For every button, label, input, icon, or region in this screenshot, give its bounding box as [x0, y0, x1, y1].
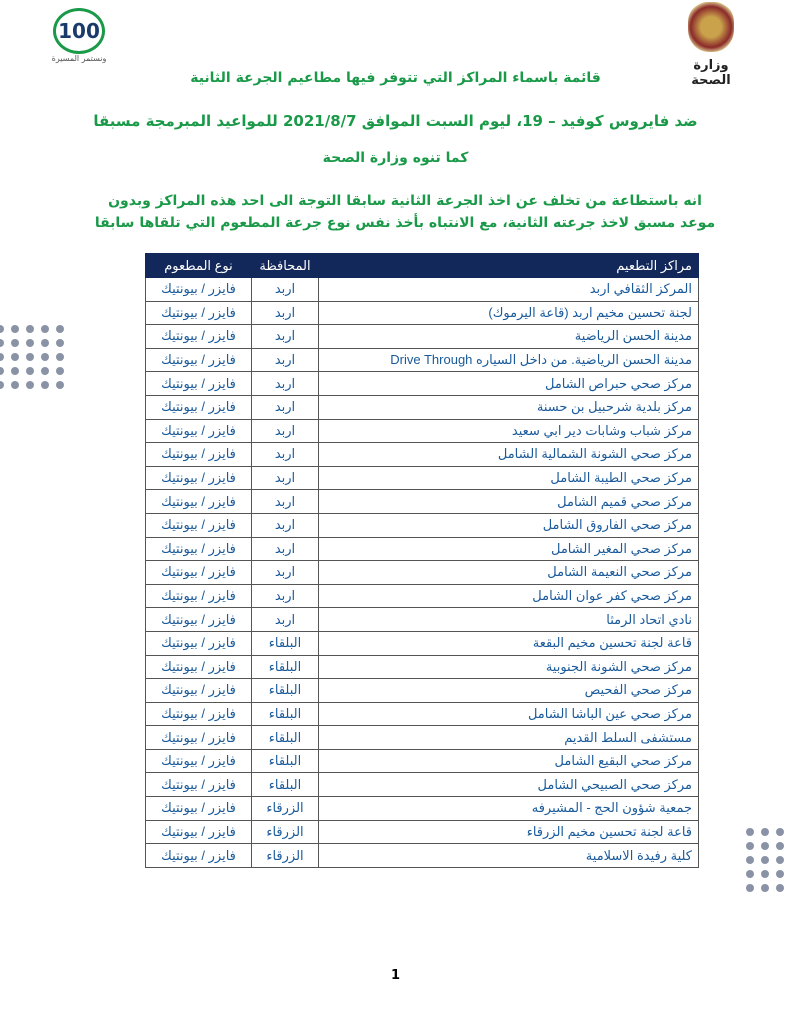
- cell-vaccine-type: فايزر / بيونتيك: [146, 466, 252, 490]
- table-row: [146, 372, 699, 396]
- table-row: [146, 443, 699, 467]
- cell-vaccine-type: فايزر / بيونتيك: [146, 702, 252, 726]
- dot-icon: [761, 884, 769, 892]
- header-center-name: مراكز التطعيم: [319, 254, 699, 278]
- cell-governorate: اربد: [252, 490, 319, 514]
- cell-governorate: الزرقاء: [252, 797, 319, 821]
- cell-center-name: مركز صحي حبراص الشامل: [319, 372, 699, 396]
- cell-vaccine-type: فايزر / بيونتيك: [146, 325, 252, 349]
- dot-icon: [56, 353, 64, 361]
- dot-icon: [746, 828, 754, 836]
- cell-governorate: البلقاء: [252, 631, 319, 655]
- dot-icon: [26, 339, 34, 347]
- table-row: [146, 561, 699, 585]
- dot-icon: [746, 856, 754, 864]
- dot-icon: [41, 353, 49, 361]
- cell-vaccine-type: فايزر / بيونتيك: [146, 608, 252, 632]
- table-row: [146, 301, 699, 325]
- cell-vaccine-type: فايزر / بيونتيك: [146, 631, 252, 655]
- dot-icon: [56, 381, 64, 389]
- title-line-2: ضد فايروس كوفيد – 19، ليوم السبت الموافق 2021/8/7 للمواعيد المبرمجة مسبقا: [93, 112, 698, 130]
- cell-governorate: اربد: [252, 584, 319, 608]
- cell-governorate: اربد: [252, 348, 319, 372]
- cell-center-name: مركز صحي الفحيص: [319, 679, 699, 703]
- table-row: [146, 797, 699, 821]
- table-row: [146, 419, 699, 443]
- cell-center-name: مستشفى السلط القديم: [319, 726, 699, 750]
- ministry-name: وزارة الصحة: [691, 58, 731, 88]
- cell-center-name: مركز صحي الشونة الجنوبية: [319, 655, 699, 679]
- table-header-row: [146, 254, 699, 278]
- cell-vaccine-type: فايزر / بيونتيك: [146, 348, 252, 372]
- dot-icon: [746, 884, 754, 892]
- table-row: [146, 348, 699, 372]
- dot-icon: [26, 381, 34, 389]
- dot-icon: [776, 828, 784, 836]
- dot-icon: [41, 325, 49, 333]
- decorative-dots-right: [746, 828, 791, 892]
- table-row: [146, 749, 699, 773]
- table-row: [146, 537, 699, 561]
- title-line-1: قائمة باسماء المراكز التي تتوفر فيها مطاعيم الجرعة الثانية: [190, 70, 601, 86]
- title-line-3: كما تنوه وزارة الصحة: [322, 150, 469, 166]
- dot-icon: [0, 367, 4, 375]
- table-row: [146, 726, 699, 750]
- dot-icon: [11, 325, 19, 333]
- cell-governorate: اربد: [252, 301, 319, 325]
- dot-icon: [0, 381, 4, 389]
- table-row: [146, 584, 699, 608]
- header-governorate: المحافظة: [252, 254, 319, 278]
- table-row: [146, 608, 699, 632]
- cell-governorate: البلقاء: [252, 749, 319, 773]
- cell-center-name: مدينة الحسن الرياضية: [319, 325, 699, 349]
- cell-center-name: مدينة الحسن الرياضية. من داخل السياره Drive Through: [319, 348, 699, 372]
- cell-vaccine-type: فايزر / بيونتيك: [146, 372, 252, 396]
- table-row: [146, 513, 699, 537]
- slogan: ونستمر المسيرة: [51, 54, 107, 63]
- cell-governorate: الزرقاء: [252, 820, 319, 844]
- cell-vaccine-type: فايزر / بيونتيك: [146, 749, 252, 773]
- dot-icon: [761, 842, 769, 850]
- cell-governorate: البلقاء: [252, 726, 319, 750]
- cell-vaccine-type: فايزر / بيونتيك: [146, 679, 252, 703]
- dot-icon: [11, 353, 19, 361]
- cell-center-name: لجنة تحسين مخيم اربد (قاعة اليرموك): [319, 301, 699, 325]
- cell-vaccine-type: فايزر / بيونتيك: [146, 537, 252, 561]
- cell-governorate: اربد: [252, 466, 319, 490]
- cell-governorate: اربد: [252, 325, 319, 349]
- coat-of-arms-icon: [688, 2, 734, 52]
- cell-center-name: جمعية شؤون الحج - المشيرفه: [319, 797, 699, 821]
- cell-governorate: اربد: [252, 372, 319, 396]
- cell-governorate: الزرقاء: [252, 844, 319, 868]
- cell-governorate: اربد: [252, 561, 319, 585]
- table-row: [146, 278, 699, 302]
- dot-icon: [26, 353, 34, 361]
- cell-vaccine-type: فايزر / بيونتيك: [146, 844, 252, 868]
- cell-center-name: مركز صحي البقيع الشامل: [319, 749, 699, 773]
- cell-center-name: مركز صحي الطيبة الشامل: [319, 466, 699, 490]
- cell-center-name: مركز صحي كفر عوان الشامل: [319, 584, 699, 608]
- dot-icon: [0, 353, 4, 361]
- centennial-logo: [44, 8, 114, 63]
- table-row: [146, 655, 699, 679]
- dot-icon: [746, 842, 754, 850]
- cell-vaccine-type: فايزر / بيونتيك: [146, 584, 252, 608]
- page-number: 1: [390, 968, 401, 983]
- cell-vaccine-type: فايزر / بيونتيك: [146, 513, 252, 537]
- cell-governorate: اربد: [252, 537, 319, 561]
- table-row: [146, 702, 699, 726]
- dot-icon: [26, 325, 34, 333]
- cell-vaccine-type: فايزر / بيونتيك: [146, 655, 252, 679]
- cell-center-name: قاعة لجنة تحسين مخيم الزرقاء: [319, 820, 699, 844]
- dot-icon: [0, 339, 4, 347]
- cell-governorate: اربد: [252, 419, 319, 443]
- dot-icon: [776, 884, 784, 892]
- cell-vaccine-type: فايزر / بيونتيك: [146, 490, 252, 514]
- cell-center-name: مركز صحي قميم الشامل: [319, 490, 699, 514]
- dot-icon: [776, 870, 784, 878]
- dot-icon: [41, 339, 49, 347]
- dot-icon: [56, 325, 64, 333]
- cell-center-name: مركز صحي عين الباشا الشامل: [319, 702, 699, 726]
- table-row: [146, 466, 699, 490]
- cell-center-name: قاعة لجنة تحسين مخيم البقعة: [319, 631, 699, 655]
- table-row: [146, 773, 699, 797]
- cell-center-name: كلية رفيدة الاسلامية: [319, 844, 699, 868]
- cell-center-name: مركز بلدية شرحبيل بن حسنة: [319, 395, 699, 419]
- cell-vaccine-type: فايزر / بيونتيك: [146, 278, 252, 302]
- cell-center-name: مركز صحي الفاروق الشامل: [319, 513, 699, 537]
- cell-governorate: اربد: [252, 513, 319, 537]
- cell-vaccine-type: فايزر / بيونتيك: [146, 443, 252, 467]
- cell-center-name: مركز صحي المغير الشامل: [319, 537, 699, 561]
- notice-paragraph: انه باستطاعة من تخلف عن اخذ الجرعة الثانية سابقا التوجة الى احد هذه المراكز وبدون موعد مسبق لاخذ جرعته الثانية، مع الانتباه بأخذ نفس نوع جرعة المطعوم التي تلقاها سابقا: [94, 193, 716, 231]
- cell-vaccine-type: فايزر / بيونتيك: [146, 561, 252, 585]
- vaccination-centers-table: [145, 253, 699, 868]
- dot-icon: [761, 856, 769, 864]
- dot-icon: [776, 842, 784, 850]
- cell-vaccine-type: فايزر / بيونتيك: [146, 820, 252, 844]
- dot-icon: [41, 381, 49, 389]
- dot-icon: [746, 870, 754, 878]
- table-row: [146, 395, 699, 419]
- dot-icon: [41, 367, 49, 375]
- table-row: [146, 631, 699, 655]
- dot-icon: [761, 870, 769, 878]
- cell-center-name: مركز صحي النعيمة الشامل: [319, 561, 699, 585]
- cell-governorate: اربد: [252, 608, 319, 632]
- dot-icon: [56, 339, 64, 347]
- dot-icon: [11, 381, 19, 389]
- dot-icon: [0, 325, 4, 333]
- dot-icon: [776, 856, 784, 864]
- cell-center-name: نادي اتحاد الرمثا: [319, 608, 699, 632]
- decorative-dots-left: [0, 325, 65, 389]
- table-row: [146, 679, 699, 703]
- dot-icon: [11, 367, 19, 375]
- cell-center-name: مركز صحي الصبيحي الشامل: [319, 773, 699, 797]
- cell-governorate: اربد: [252, 395, 319, 419]
- cell-governorate: البلقاء: [252, 679, 319, 703]
- table-row: [146, 325, 699, 349]
- cell-vaccine-type: فايزر / بيونتيك: [146, 301, 252, 325]
- cell-vaccine-type: فايزر / بيونتيك: [146, 726, 252, 750]
- table-row: [146, 820, 699, 844]
- table-row: [146, 490, 699, 514]
- cell-governorate: البلقاء: [252, 655, 319, 679]
- dot-icon: [11, 339, 19, 347]
- dot-icon: [56, 367, 64, 375]
- cell-vaccine-type: فايزر / بيونتيك: [146, 419, 252, 443]
- cell-center-name: مركز صحي الشونة الشمالية الشامل: [319, 443, 699, 467]
- dot-icon: [26, 367, 34, 375]
- cell-vaccine-type: فايزر / بيونتيك: [146, 797, 252, 821]
- cell-governorate: اربد: [252, 278, 319, 302]
- header-vaccine-type: نوع المطعوم: [146, 254, 252, 278]
- cell-center-name: مركز شباب وشابات دير ابي سعيد: [319, 419, 699, 443]
- table-row: [146, 844, 699, 868]
- cell-governorate: اربد: [252, 443, 319, 467]
- cell-governorate: البلقاء: [252, 702, 319, 726]
- centennial-badge: 100: [53, 8, 105, 54]
- cell-vaccine-type: فايزر / بيونتيك: [146, 395, 252, 419]
- dot-icon: [761, 828, 769, 836]
- cell-governorate: البلقاء: [252, 773, 319, 797]
- cell-vaccine-type: فايزر / بيونتيك: [146, 773, 252, 797]
- cell-center-name: المركز الثقافي اربد: [319, 278, 699, 302]
